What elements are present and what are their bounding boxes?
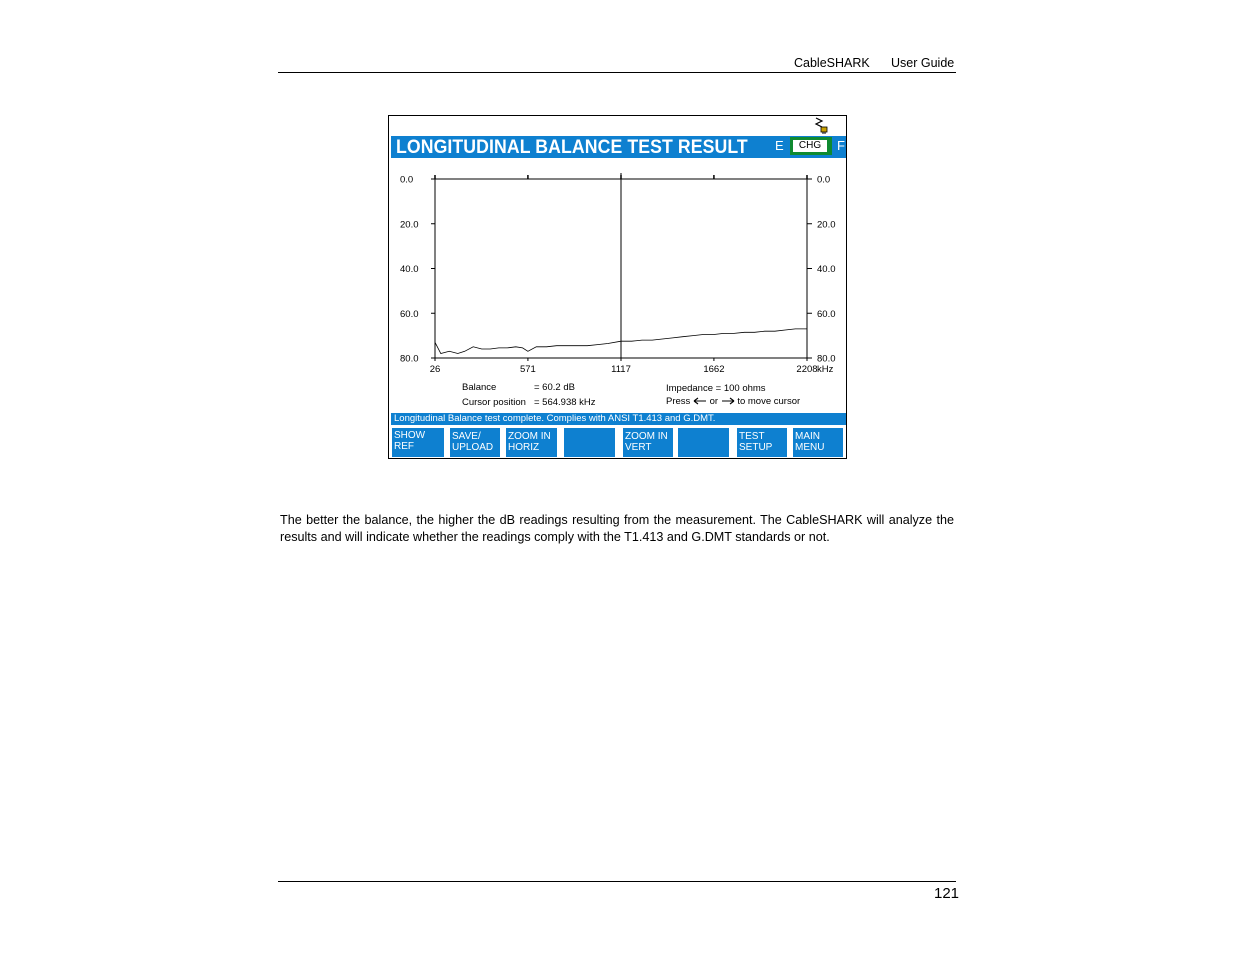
cursor-position-label: Cursor position [462,397,526,408]
battery-empty-label: E [775,138,784,153]
balance-chart[interactable] [389,162,846,384]
balance-label: Balance [462,382,497,393]
cursor-hint [666,396,800,407]
softkey-line: TEST [739,431,765,442]
hint-or: or [709,396,719,407]
header-guide: User Guide [891,56,955,70]
softkey-line: HORIZ [508,442,540,453]
left-arrow-icon [693,397,707,405]
softkey-line: REF [394,441,414,452]
softkey-blank-2[interactable] [678,428,729,457]
battery-full-label: F [837,138,845,153]
y-tick-label-left: 40.0 [400,264,419,275]
x-unit-label: kHz [817,364,834,375]
softkey-line: MAIN [795,431,820,442]
hint-suffix: to move cursor [737,396,801,407]
x-tick-label: 26 [429,364,441,375]
x-tick-label: 1117 [611,364,631,375]
y-tick-label-right: 60.0 [817,308,836,320]
softkey-zoom-vert[interactable] [623,428,673,457]
softkey-blank-1[interactable] [564,428,615,457]
balance-value: = 60.2 dB [534,382,575,393]
header-product: CableSHARK [794,56,870,70]
page-number: 121 [934,885,960,902]
right-arrow-icon [721,397,735,405]
body-paragraph: The better the balance, the higher the dB readings resulting from the measurement. The CableSHARK will analyze the results and will indicate whether the readings comply with the T1.413 and G.DMT standards or not. [280,513,954,544]
y-tick-label-left: 60.0 [400,308,419,320]
softkey-line: ZOOM IN [508,431,551,442]
y-tick-label-left: 0.0 [400,174,414,186]
softkey-test-setup[interactable] [737,428,787,457]
screen-title: LONGITUDINAL BALANCE TEST RESULT [396,137,748,158]
x-tick-label: 571 [519,364,536,375]
softkey-line: SETUP [739,442,773,453]
hint-press: Press [666,396,691,407]
softkey-line: MENU [795,442,825,453]
y-tick-label-left: 20.0 [400,219,419,231]
cursor-position-value: = 564.938 kHz [534,397,596,408]
plug-icon [813,117,831,135]
x-tick-label: 1662 [703,364,725,375]
title-bar [391,136,846,158]
softkey-line: UPLOAD [452,442,494,453]
impedance-readout: Impedance = 100 ohms [666,383,766,394]
y-tick-label-left: 80.0 [400,353,419,365]
y-tick-label-right: 80.0 [817,353,836,365]
charge-indicator [790,137,832,155]
softkey-save-upload[interactable] [450,428,500,457]
softkey-zoom-horiz[interactable] [506,428,557,457]
y-tick-label-right: 0.0 [817,174,831,186]
softkey-line: SHOW [394,430,426,441]
footer-rule [278,881,956,882]
device-screen [388,115,847,459]
softkey-main-menu[interactable] [793,428,843,457]
y-tick-label-right: 40.0 [817,264,836,275]
softkey-line: SAVE/ [452,431,481,442]
softkey-show-ref[interactable] [392,428,444,457]
status-bar: Longitudinal Balance test complete. Complies with ANSI T1.413 and G.DMT. [391,413,846,425]
charge-label: CHG [793,140,827,152]
softkey-line: ZOOM IN [625,431,668,442]
softkey-line: VERT [625,442,652,453]
x-tick-label: 2208 [796,364,818,375]
header-rule [278,72,956,73]
y-tick-label-right: 20.0 [817,219,836,231]
